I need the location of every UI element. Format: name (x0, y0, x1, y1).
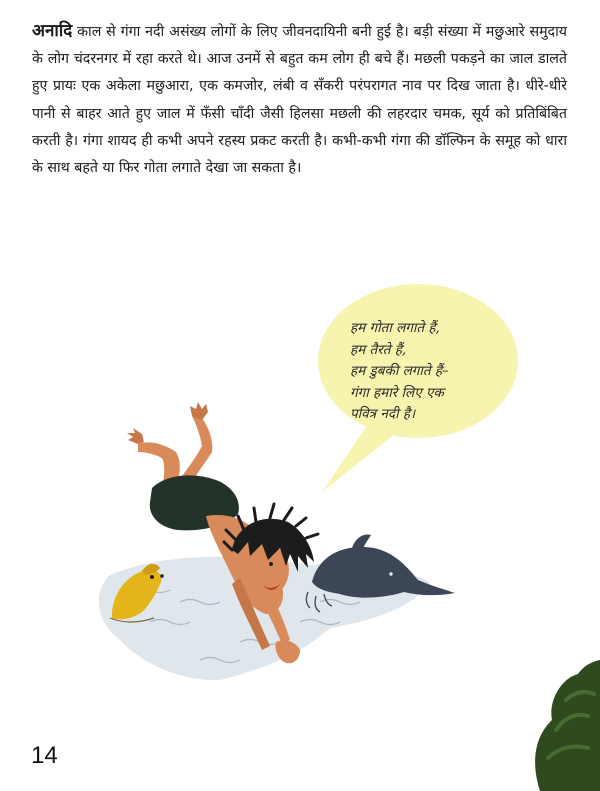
story-paragraph (32, 18, 567, 182)
speech-line: हम तैरते हैं, (350, 341, 407, 358)
illustration (0, 230, 600, 791)
speech-line: पवित्र नदी है। (350, 406, 416, 422)
speech-bubble-text (350, 318, 510, 426)
speech-line: गंगा हमारे लिए एक (350, 384, 444, 401)
speech-line: हम गोता लगाते हैं, (350, 320, 440, 336)
story-first-word: अनादि (32, 21, 73, 41)
speech-line: हम डुबकी लगाते हैं– (350, 363, 449, 379)
story-body-text: काल से गंगा नदी असंख्य लोगों के लिए जीवनदायिनी बनी हुई है। बड़ी संख्या में मछुआरे समुदाय के लोग चंदरनगर में रहा करते थे। आज उनमें से बहुत कम लोग ही बचे हैं। मछली पकड़ने का जाल डालते हुए प्रायः एक अकेला मछुआरा, एक कमजोर, लंबी व सँकरी परंपरागत नाव पर दिख जाता है। धीरे-धीरे पानी से बाहर आते हुए जाल में फँसी चाँदी जैसी हिलसा मछली की लहरदार चमक, सूर्य को प्रतिबिंबित करती है। गंगा शायद ही कभी अपने रहस्य प्रकट करती है। कभी-कभी गंगा की डॉल्फिन के समूह को धारा के साथ बहते या फिर गोता लगाते देखा जा सकता है। (32, 24, 567, 177)
tree-foliage (535, 660, 600, 791)
page-number: 14 (31, 742, 58, 769)
